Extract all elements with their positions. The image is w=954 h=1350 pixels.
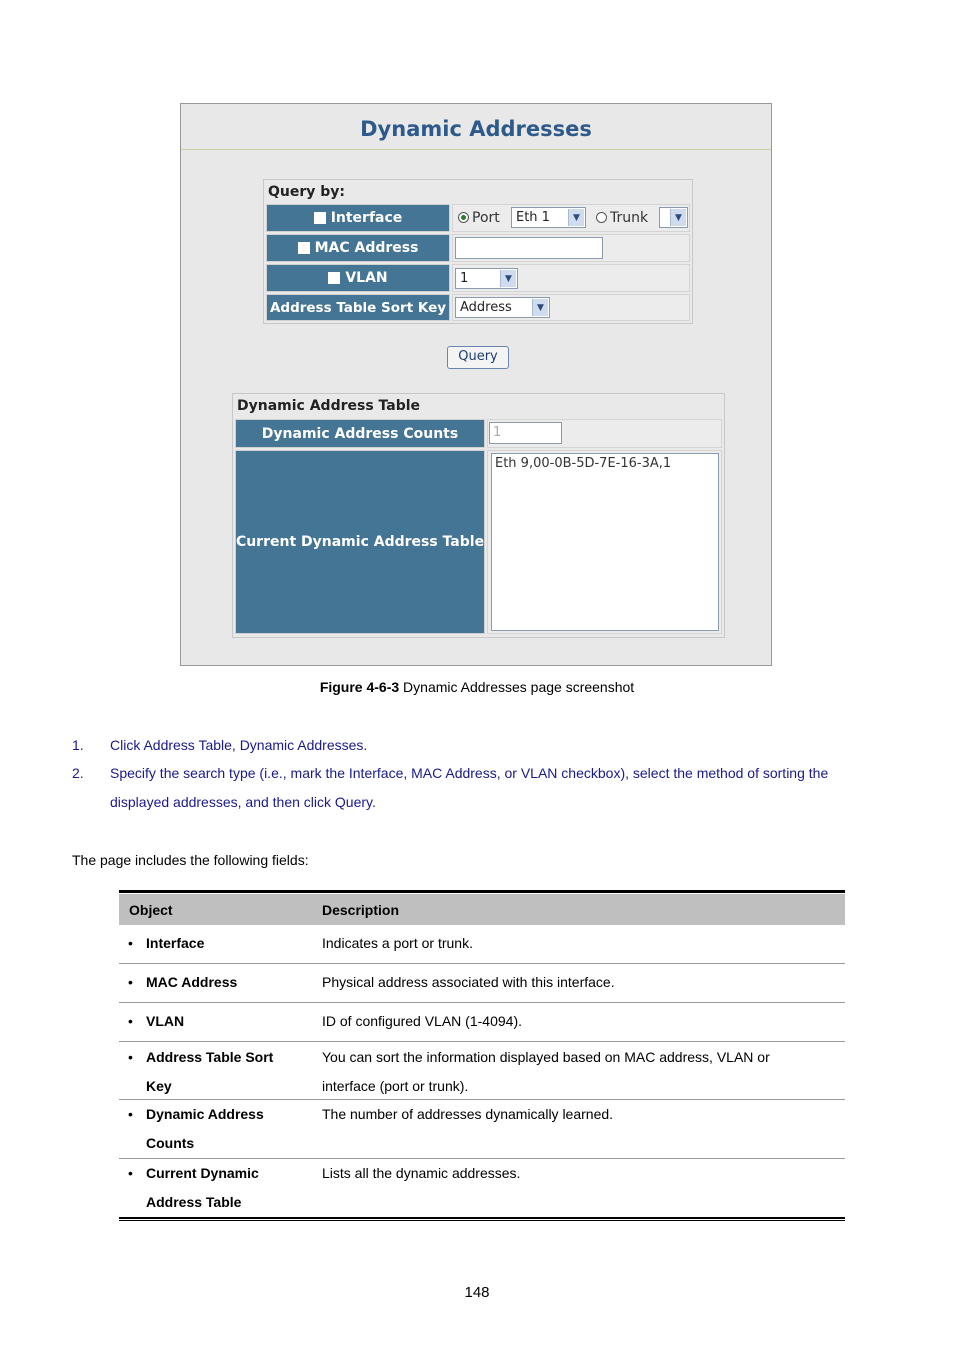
figure-caption bbox=[0, 679, 954, 695]
table-row bbox=[119, 1042, 845, 1100]
row-object: • Interface bbox=[119, 929, 322, 963]
port-select[interactable] bbox=[511, 207, 586, 228]
counts-value: 1 bbox=[493, 425, 502, 440]
table-header-row bbox=[119, 894, 845, 925]
row-description: The number of addresses dynamically learned. bbox=[322, 1106, 614, 1122]
row-object: • MAC Address bbox=[119, 968, 322, 1002]
figure-caption-text: Dynamic Addresses page screenshot bbox=[399, 679, 635, 695]
interface-label: Interface bbox=[330, 210, 403, 226]
current-table-listbox[interactable] bbox=[491, 453, 719, 631]
row-description: ID of configured VLAN (1-4094). bbox=[322, 1013, 522, 1029]
row-object: • VLAN bbox=[119, 1007, 322, 1041]
port-radio[interactable] bbox=[458, 212, 469, 223]
table-row bbox=[119, 1100, 845, 1159]
current-table-entry[interactable]: Eth 9,00-0B-5D-7E-16-3A,1 bbox=[495, 456, 672, 471]
mac-address-checkbox[interactable] bbox=[298, 242, 310, 254]
trunk-radio-label: Trunk bbox=[610, 210, 649, 226]
mac-address-label: MAC Address bbox=[314, 240, 419, 256]
page-number: 148 bbox=[464, 1284, 490, 1301]
trunk-radio[interactable] bbox=[596, 212, 607, 223]
current-table-header bbox=[235, 450, 485, 634]
row-description: Physical address associated with this interface. bbox=[322, 974, 615, 990]
query-by-label: Query by: bbox=[268, 184, 346, 200]
row-description: Indicates a port or trunk. bbox=[322, 935, 473, 951]
interface-header bbox=[266, 204, 450, 232]
row-object: • Dynamic Address Counts bbox=[119, 1100, 322, 1158]
table-title: Dynamic Address Table bbox=[237, 398, 421, 414]
step-1-text: Click Address Table, Dynamic Addresses. bbox=[110, 737, 368, 753]
dynamic-addresses-screenshot bbox=[180, 103, 772, 666]
row-description: Lists all the dynamic addresses. bbox=[322, 1165, 521, 1181]
chevron-down-icon: ▼ bbox=[670, 209, 686, 226]
vlan-checkbox[interactable] bbox=[328, 272, 340, 284]
figure-number: Figure 4-6-3 bbox=[319, 679, 400, 695]
chevron-down-icon: ▼ bbox=[500, 270, 516, 287]
interface-checkbox[interactable] bbox=[314, 212, 326, 224]
query-button[interactable]: Query bbox=[447, 346, 509, 369]
sort-key-select-value: Address bbox=[460, 300, 512, 315]
intro-text: The page includes the following fields: bbox=[72, 852, 309, 868]
chevron-down-icon: ▼ bbox=[532, 299, 548, 316]
port-select-value: Eth 1 bbox=[516, 210, 550, 225]
header-description: Description bbox=[322, 901, 400, 918]
current-table-label: Current Dynamic Address Table bbox=[235, 534, 485, 550]
port-radio-group[interactable] bbox=[458, 210, 500, 226]
table-row bbox=[119, 964, 845, 1003]
step-1-number: 1. bbox=[72, 737, 84, 753]
counts-label: Dynamic Address Counts bbox=[261, 425, 459, 442]
table-row bbox=[119, 1003, 845, 1042]
chevron-down-icon: ▼ bbox=[568, 209, 584, 226]
vlan-header bbox=[266, 264, 450, 292]
step-2-number: 2. bbox=[72, 765, 84, 781]
mac-address-input[interactable] bbox=[455, 237, 603, 259]
page-title: Dynamic Addresses bbox=[181, 104, 771, 150]
row-object: • Current Dynamic Address Table bbox=[119, 1159, 322, 1216]
table-row bbox=[119, 925, 845, 964]
sort-key-header bbox=[266, 294, 450, 321]
trunk-radio-group[interactable] bbox=[596, 210, 648, 226]
table-row bbox=[119, 1159, 845, 1216]
sort-key-label: Address Table Sort Key bbox=[269, 299, 447, 316]
port-radio-label: Port bbox=[472, 210, 500, 226]
step-2-text: Specify the search type (i.e., mark the Interface, MAC Address, or VLAN checkbox), select the method of sorting the displayed addresses, and then click Query. bbox=[110, 765, 829, 810]
vlan-select[interactable] bbox=[455, 268, 518, 289]
trunk-select[interactable] bbox=[659, 207, 688, 228]
header-object: Object bbox=[129, 901, 173, 918]
counts-input bbox=[489, 422, 562, 444]
row-description: You can sort the information displayed based on MAC address, VLAN or interface (port or trunk). bbox=[322, 1049, 770, 1094]
row-object: • Address Table Sort Key bbox=[119, 1043, 322, 1099]
sort-key-select[interactable] bbox=[455, 297, 550, 318]
mac-address-header bbox=[266, 234, 450, 262]
vlan-label: VLAN bbox=[345, 270, 388, 286]
counts-header bbox=[235, 419, 485, 448]
fields-table bbox=[119, 890, 845, 1221]
vlan-select-value: 1 bbox=[460, 271, 469, 286]
